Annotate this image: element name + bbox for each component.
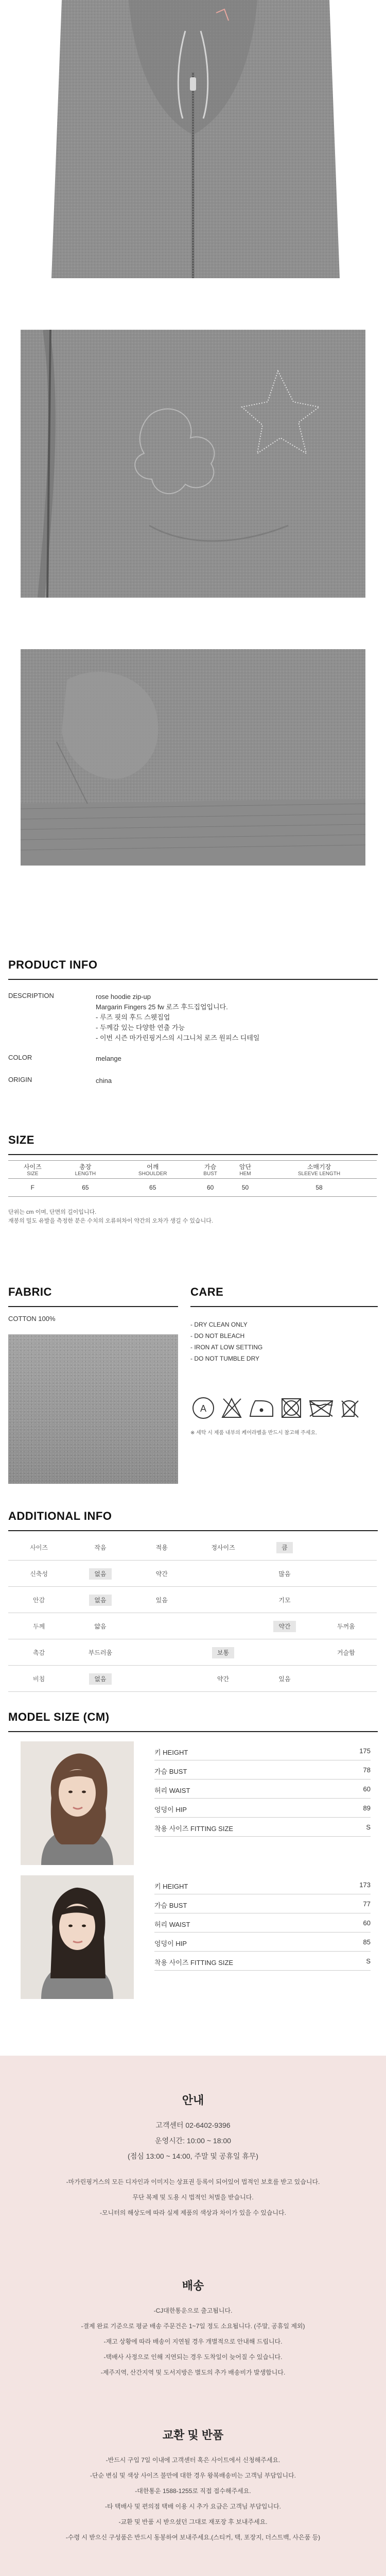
- care-line: - DO NOT BLEACH: [190, 1332, 245, 1340]
- guide-line: -모니터의 해상도에 따라 실제 제품의 색상과 차이가 있을 수 있습니다.: [100, 2209, 286, 2216]
- additional-info-option: [315, 1534, 377, 1561]
- measure-row: 키 HEIGHT 175: [154, 1741, 371, 1760]
- additional-info-option: [131, 1613, 192, 1639]
- care-symbols-icons: [190, 1394, 378, 1425]
- size-cell: 58: [261, 1179, 377, 1197]
- option-text: 없음: [89, 1595, 111, 1606]
- additional-info-row: [8, 1666, 377, 1692]
- description-line: - 루즈 핏의 후드 스웻집업: [96, 1013, 170, 1021]
- additional-info-option: [315, 1587, 377, 1613]
- fabric-title: FABRIC: [8, 1285, 52, 1298]
- guide-line: 운영시간: 10:00 ~ 18:00: [155, 2137, 231, 2145]
- additional-info-option: [69, 1666, 131, 1692]
- additional-info-option: [315, 1666, 377, 1692]
- origin-value: china: [96, 1077, 112, 1084]
- additional-info-option: [69, 1561, 131, 1587]
- option-text: 두꺼움: [337, 1622, 355, 1630]
- option-text: 약간: [155, 1570, 168, 1578]
- section-divider: [190, 1306, 378, 1307]
- option-text: 비침: [33, 1675, 45, 1683]
- model-photo-2: [21, 1875, 134, 1999]
- additional-info-option: [254, 1534, 315, 1561]
- fabric-value: COTTON 100%: [8, 1315, 56, 1323]
- model-portrait-2: [21, 1875, 134, 1999]
- option-text: 신축성: [30, 1570, 48, 1578]
- additional-info-option: [131, 1561, 192, 1587]
- model-portrait-1: [21, 1741, 134, 1865]
- description-value: [96, 992, 259, 1043]
- measure-row: 가슴 BUST 77: [154, 1894, 371, 1913]
- additional-info-option: [254, 1587, 315, 1613]
- additional-info-title: ADDITIONAL INFO: [8, 1510, 112, 1522]
- description-line: - 이번 시즌 마가린핑거스의 시그니처 로즈 원피스 디테일: [96, 1034, 260, 1042]
- size-title: SIZE: [8, 1133, 34, 1146]
- exchange-text: [0, 2452, 386, 2545]
- care-line: - DRY CLEAN ONLY: [190, 1321, 248, 1328]
- option-text: 약간: [273, 1621, 295, 1632]
- option-text: 거슬함: [337, 1649, 355, 1656]
- measure-row: 착용 사이즈 FITTING SIZE S: [154, 1952, 371, 1971]
- section-divider: [8, 979, 378, 980]
- additional-info-table: [8, 1534, 377, 1692]
- size-header-cell: 암단 HEM: [229, 1161, 261, 1179]
- origin-label: ORIGIN: [8, 1076, 32, 1083]
- additional-info-option: [69, 1587, 131, 1613]
- option-text: 안감: [33, 1596, 45, 1604]
- additional-info-option: [254, 1666, 315, 1692]
- description-line: Margarin Fingers 25 fw 로즈 후드집업입니다.: [96, 1003, 228, 1011]
- exchange-line: -단순 변심 및 색상 사이즈 불만에 대한 경우 왕복배송비는 고객님 부담입니다.: [90, 2472, 296, 2479]
- section-divider: [8, 1530, 378, 1531]
- hoodie-front-illustration: [0, 0, 386, 278]
- description-line: - 두께감 있는 다양한 연출 가능: [96, 1024, 185, 1031]
- shipping-line: -택배사 사정으로 인해 지연되는 경우 도착일이 늦어질 수 있습니다.: [103, 2353, 283, 2361]
- option-text: 기모: [278, 1596, 291, 1604]
- option-text: 얇음: [94, 1622, 107, 1630]
- additional-info-option: [192, 1639, 254, 1666]
- option-text: 부드러움: [88, 1649, 113, 1656]
- additional-info-row: [8, 1639, 377, 1666]
- size-header-cell: 어깨 SHOULDER: [114, 1161, 191, 1179]
- exchange-line: -수령 시 받으신 구성품은 반드시 동봉하여 보내주세요.(스티커, 택, 포장지, 더스트백, 사은품 등): [65, 2534, 321, 2541]
- shipping-line: -CJ대한통운으로 출고됩니다.: [153, 2307, 233, 2314]
- care-symbols: [190, 1394, 378, 1425]
- measure-row: 착용 사이즈 FITTING SIZE S: [154, 1818, 371, 1837]
- section-divider: [8, 1154, 378, 1155]
- additional-info-option: [315, 1561, 377, 1587]
- option-text: 많음: [278, 1570, 291, 1578]
- additional-info-option: [69, 1534, 131, 1561]
- guide-line: 고객센터 02-6402-9396: [155, 2121, 231, 2129]
- care-line: - IRON AT LOW SETTING: [190, 1344, 263, 1351]
- description-label: DESCRIPTION: [8, 992, 54, 999]
- guide-text: [0, 2117, 386, 2221]
- description-row: [8, 992, 379, 1042]
- notice-panel: [0, 2056, 386, 2576]
- option-text: 적용: [155, 1544, 168, 1551]
- measure-row: 허리 WAIST 60: [154, 1780, 371, 1799]
- cuff-illustration: [21, 649, 365, 866]
- care-note: ※ 세탁 시 제품 내부의 케어라벨을 반드시 참고해 주세요.: [190, 1430, 317, 1436]
- additional-info-option: [131, 1534, 192, 1561]
- guide-title: 안내: [182, 2094, 204, 2107]
- color-value: melange: [96, 1055, 121, 1062]
- guide-line: [0, 2164, 386, 2174]
- size-header-cell: 소매기장 SLEEVE LENGTH: [261, 1161, 377, 1179]
- section-divider: [8, 1306, 178, 1307]
- option-text: 촉감: [33, 1649, 45, 1656]
- shipping-line: -재고 상황에 따라 배송이 지연될 경우 개별적으로 안내해 드립니다.: [103, 2338, 283, 2345]
- shipping-title: 배송: [182, 2279, 204, 2292]
- size-note-line: 재봉의 밀도 유발을 측정한 분은 수치의 오류허차이 약간의 오차가 생길 수 있습니다.: [8, 1218, 213, 1224]
- size-header-cell: 총장 LENGTH: [57, 1161, 114, 1179]
- additional-info-option: [315, 1613, 377, 1639]
- size-note: [8, 1208, 213, 1226]
- additional-info-label: [8, 1587, 69, 1613]
- size-header-row: [8, 1161, 377, 1179]
- option-text: 있음: [278, 1675, 291, 1683]
- shipping-line: -결제 완료 기준으로 평균 배송 주문건은 1~7일 정도 소요됩니다. (주말, 공휴일 제외): [81, 2323, 305, 2330]
- size-header-cell: 사이즈 SIZE: [8, 1161, 57, 1179]
- option-text: 큼: [276, 1542, 293, 1553]
- option-text: 두께: [33, 1622, 45, 1630]
- size-cell: 60: [191, 1179, 229, 1197]
- guide-line: 무단 복제 및 도용 시 법적인 처벌을 받습니다.: [132, 2194, 254, 2201]
- additional-info-option: [192, 1561, 254, 1587]
- additional-info-row: [8, 1561, 377, 1587]
- size-table: [8, 1160, 377, 1197]
- size-note-line: 단위는 cm 이며, 단면의 길이입니다.: [8, 1209, 97, 1215]
- exchange-line: -대한통운 1588-1255로 직접 접수해주세요.: [135, 2487, 251, 2495]
- additional-info-option: [192, 1613, 254, 1639]
- size-cell: 65: [114, 1179, 191, 1197]
- care-list: [190, 1319, 262, 1364]
- option-text: 보통: [212, 1647, 234, 1658]
- size-cell: 65: [57, 1179, 114, 1197]
- model-1-measurements: [154, 1741, 371, 1837]
- option-text: 정사이즈: [211, 1544, 235, 1551]
- additional-info-option: [192, 1666, 254, 1692]
- measure-row: 엉덩이 HIP 89: [154, 1799, 371, 1818]
- fabric-swatch: [8, 1334, 178, 1484]
- additional-info-option: [131, 1587, 192, 1613]
- section-divider: [8, 1731, 378, 1732]
- color-label: COLOR: [8, 1054, 32, 1061]
- shipping-text: [0, 2303, 386, 2380]
- additional-info-option: [192, 1534, 254, 1561]
- guide-line: -마가린핑거스의 모든 디자인과 이미지는 상표권 등록이 되어있어 법적인 보호를 받고 있습니다.: [66, 2178, 320, 2185]
- size-cell: F: [8, 1179, 57, 1197]
- model-photo-1: [21, 1741, 134, 1865]
- option-text: 약간: [217, 1675, 230, 1683]
- size-value-row: [8, 1179, 377, 1197]
- product-info-title: PRODUCT INFO: [8, 958, 98, 971]
- exchange-line: -교환 및 반품 시 받으셨던 그대로 재포장 후 보내주세요.: [118, 2518, 268, 2526]
- product-photo-cuff: [21, 649, 365, 866]
- option-text: 없음: [89, 1673, 111, 1685]
- size-header-cell: 가슴 BUST: [191, 1161, 229, 1179]
- option-text: 없음: [89, 1568, 111, 1580]
- measure-row: 허리 WAIST 60: [154, 1913, 371, 1933]
- additional-info-option: [254, 1613, 315, 1639]
- svg-text:A: A: [200, 1403, 207, 1414]
- additional-info-option: [315, 1639, 377, 1666]
- measure-row: 가슴 BUST 78: [154, 1760, 371, 1780]
- measure-row: 엉덩이 HIP 85: [154, 1933, 371, 1952]
- additional-info-label: [8, 1666, 69, 1692]
- exchange-line: -타 택배사 및 편의점 택배 이용 시 추가 요금은 고객님 부담입니다.: [104, 2503, 282, 2510]
- additional-info-option: [69, 1639, 131, 1666]
- option-text: 있음: [155, 1596, 168, 1604]
- additional-info-option: [131, 1666, 192, 1692]
- additional-info-option: [192, 1587, 254, 1613]
- additional-info-row: [8, 1587, 377, 1613]
- product-name: rose hoodie zip-up: [96, 993, 151, 1001]
- additional-info-label: [8, 1561, 69, 1587]
- additional-info-label: [8, 1613, 69, 1639]
- product-photo-front: [0, 0, 386, 278]
- additional-info-row: [8, 1613, 377, 1639]
- model-2-measurements: [154, 1875, 371, 1971]
- exchange-line: -반드시 구입 7일 이내에 고객센터 혹은 사이트에서 신청해주세요.: [106, 2456, 280, 2464]
- care-title: CARE: [190, 1285, 224, 1298]
- origin-row: [8, 1076, 379, 1086]
- option-text: 작음: [94, 1544, 107, 1551]
- model-size-title: MODEL SIZE (CM): [8, 1710, 110, 1723]
- additional-info-option: [254, 1639, 315, 1666]
- measure-row: 키 HEIGHT 173: [154, 1875, 371, 1894]
- care-line: - DO NOT TUMBLE DRY: [190, 1355, 260, 1362]
- exchange-title: 교환 및 반품: [162, 2429, 224, 2442]
- size-cell: 50: [229, 1179, 261, 1197]
- additional-info-label: [8, 1534, 69, 1561]
- color-row: [8, 1054, 379, 1064]
- additional-info-option: [69, 1613, 131, 1639]
- additional-info-option: [131, 1639, 192, 1666]
- product-photo-detail: [21, 330, 365, 598]
- option-text: 사이즈: [30, 1544, 48, 1551]
- additional-info-label: [8, 1639, 69, 1666]
- shipping-line: -제주지역, 산간지역 및 도서지방은 별도의 추가 배송비가 발생합니다.: [100, 2369, 286, 2376]
- guide-line: (점심 13:00 ~ 14:00, 주말 및 공휴일 휴무): [128, 2152, 258, 2160]
- additional-info-option: [254, 1561, 315, 1587]
- rose-detail-illustration: [21, 330, 365, 598]
- additional-info-row: [8, 1534, 377, 1561]
